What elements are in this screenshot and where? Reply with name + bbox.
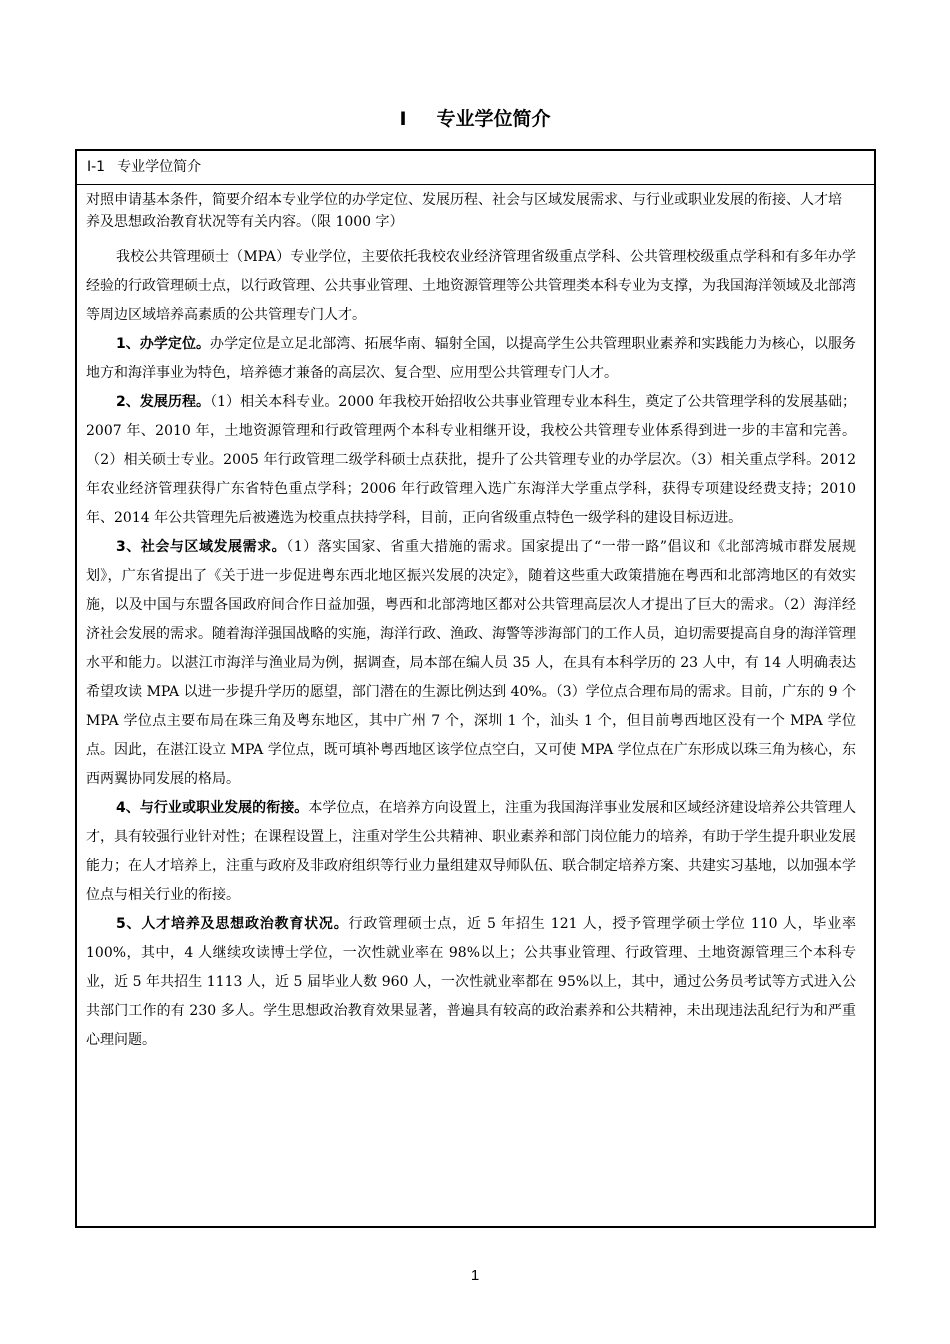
paragraph-heading: 4、与行业或职业发展的衔接。 bbox=[116, 800, 309, 816]
paragraph-demand bbox=[86, 533, 856, 794]
paragraph-intro bbox=[86, 243, 856, 330]
paragraph-text: 本学位点，在培养方向设置上，注重为我国海洋事业发展和区域经济建设培养公共管理人才，具有较强行业针对性；在课程设置上，注重对学生公共精神、职业素养和部门岗位能力的培养，有助于学生提升职业发展能力；在人才培养上，注重与政府及非政府组织等行业力量组建双导师队伍、联合制定培养方案、共建实习基地，以加强本学位点与相关行业的衔接。 bbox=[86, 800, 857, 903]
paragraph-training bbox=[86, 910, 856, 1055]
title-number: I bbox=[399, 108, 407, 130]
paragraph-heading: 5、人才培养及思想政治教育状况。 bbox=[116, 916, 349, 932]
paragraph-heading: 2、发展历程。 bbox=[116, 394, 211, 410]
page-number: 1 bbox=[470, 1267, 480, 1284]
section-label: 专业学位简介 bbox=[117, 159, 202, 175]
paragraph-text: 行政管理硕士点，近 5 年招生 121 人，授予管理学硕士学位 110 人，毕业率 100%，其中，4 人继续攻读博士学位，一次性就业率在 98%以上；公共事业管理、行政管理、土地资源管理三个本科专业，近 5 年共招生 1113 人，近 5 届毕业人数 960 人，一次性就业率都在 95%以上，其中，通过公务员考试等方式进入公共部门工作的有 230 多人。学生思想政治教育效果显著，普遍具有较高的政治素养和公共精神，未出现违法乱纪行为和严重心理问题。 bbox=[86, 916, 856, 1048]
section-header bbox=[77, 151, 874, 185]
paragraph-positioning bbox=[86, 330, 856, 388]
paragraph-heading: 3、社会与区域发展需求。 bbox=[116, 539, 287, 555]
paragraph-text: 我校公共管理硕士（MPA）专业学位，主要依托我校农业经济管理省级重点学科、公共管理校级重点学科和有多年办学经验的行政管理硕士点，以行政管理、公共事业管理、土地资源管理等公共管理类本科专业为支撑，为我国海洋领域及北部湾等周边区域培养高素质的公共管理专门人才。 bbox=[86, 249, 856, 323]
page-title bbox=[0, 104, 950, 134]
paragraph-history bbox=[86, 388, 856, 533]
section-code: I-1 bbox=[87, 159, 106, 175]
paragraph-text: （1）相关本科专业。2000 年我校开始招收公共事业管理专业本科生，奠定了公共管理学科的发展基础；2007 年、2010 年，土地资源管理和行政管理两个本科专业相继开设，我校公共管理专业体系得到进一步的丰富和完善。（2）相关硕士专业。2005 年行政管理二级学科硕士点获批，提升了公共管理专业的办学层次。（3）相关重点学科。2012 年农业经济管理获得广东省特色重点学科；2006 年行政管理入选广东海洋大学重点学科，获得专项建设经费支持；2010 年、2014 年公共管理先后被遴选为校重点扶持学科，目前，正向省级重点特色一级学科的建设目标迈进。 bbox=[86, 394, 857, 526]
section-box bbox=[75, 149, 876, 1228]
paragraph-industry bbox=[86, 794, 856, 910]
paragraph-heading: 1、办学定位。 bbox=[116, 336, 211, 352]
title-text: 专业学位简介 bbox=[436, 108, 551, 130]
section-body bbox=[77, 233, 874, 1055]
instruction-text: 对照申请基本条件，简要介绍本专业学位的办学定位、发展历程、社会与区域发展需求、与行业或职业发展的衔接、人才培养及思想政治教育状况等有关内容。（限 1000 字） bbox=[86, 192, 842, 230]
paragraph-text: （1）落实国家、省重大措施的需求。国家提出了“一带一路”倡议和《北部湾城市群发展规划》，广东省提出了《关于进一步促进粤东西北地区振兴发展的决定》，随着这些重大政策措施在粤西和北部湾地区的有效实施，以及中国与东盟各国政府间合作日益加强，粤西和北部湾地区都对公共管理高层次人才提出了巨大的需求。（2）海洋经济社会发展的需求。随着海洋强国战略的实施，海洋行政、渔政、海警等涉海部门的工作人员，迫切需要提高自身的海洋管理水平和能力。以湛江市海洋与渔业局为例，据调查，局本部在编人员 35 人，在具有本科学历的 23 人中，有 14 人明确表达希望攻读 MPA 以进一步提升学历的愿望，部门潜在的生源比例达到 40%。（3）学位点合理布局的需求。目前，广东的 9 个 MPA 学位点主要布局在珠三角及粤东地区，其中广州 7 个，深圳 1 个，汕头 1 个，但目前粤西地区没有一个 MPA 学位点。因此，在湛江设立 MPA 学位点，既可填补粤西地区该学位点空白，又可使 MPA 学位点在广东形成以珠三角为核心，东西两翼协同发展的格局。 bbox=[86, 539, 856, 787]
paragraph-text: 办学定位是立足北部湾、拓展华南、辐射全国，以提高学生公共管理职业素养和实践能力为核心，以服务地方和海洋事业为特色，培养德才兼备的高层次、复合型、应用型公共管理专门人才。 bbox=[86, 336, 856, 381]
